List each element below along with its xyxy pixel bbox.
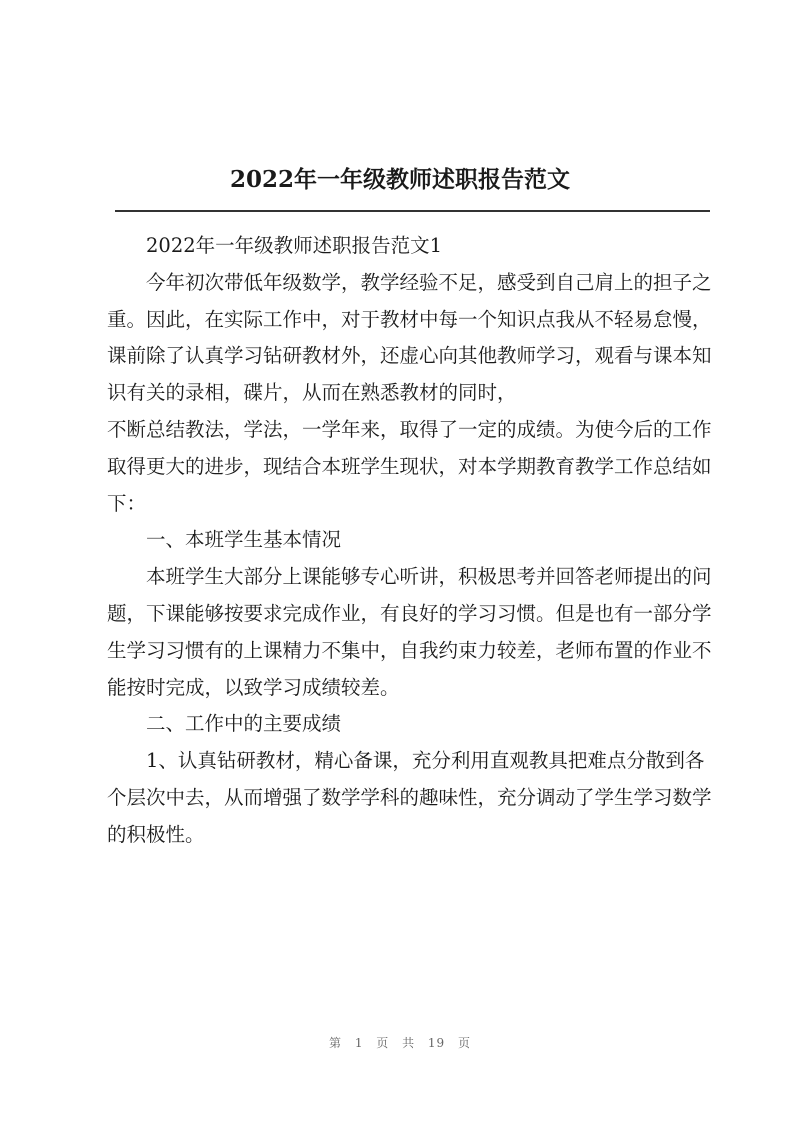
document-title: 2022年一年级教师述职报告范文 xyxy=(229,166,570,193)
page-number-footer: 第 1 页 共 19 页 xyxy=(329,1036,471,1050)
section-heading: 二、工作中的主要成绩 xyxy=(146,712,342,736)
paragraph-heading: 2022年一年级教师述职报告范文1 xyxy=(146,234,443,257)
title-divider xyxy=(115,210,710,212)
paragraph: 不断总结教法，学法，一学年来，取得了一定的成绩。为使今后的工作取得更大的进步，现结合本班学生现状，对本学期教育教学工作总结如下： xyxy=(107,417,712,515)
paragraph: 本班学生大部分上课能够专心听讲，积极思考并回答老师提出的问题，下课能够按要求完成作业，有良好的学习习惯。但是也有一部分学生学习习惯有的上课精力不集中，自我约束力较差，老师布置的作业不能按时完成，以致学习成绩较差。 xyxy=(107,565,712,699)
section-heading: 一、本班学生基本情况 xyxy=(146,528,342,552)
paragraph: 1、认真钻研教材，精心备课，充分利用直观教具把难点分散到各个层次中去，从而增强了数学学科的趣味性，充分调动了学生学习数学的积极性。 xyxy=(107,749,712,846)
document-body xyxy=(107,228,712,854)
paragraph: 今年初次带低年级数学，教学经验不足，感受到自己肩上的担子之重。因此，在实际工作中，对于教材中每一个知识点我从不轻易怠慢，课前除了认真学习钻研教材外，还虚心向其他教师学习，观看与课本知识有关的录相，碟片，从而在熟悉教材的同时， xyxy=(107,270,712,405)
